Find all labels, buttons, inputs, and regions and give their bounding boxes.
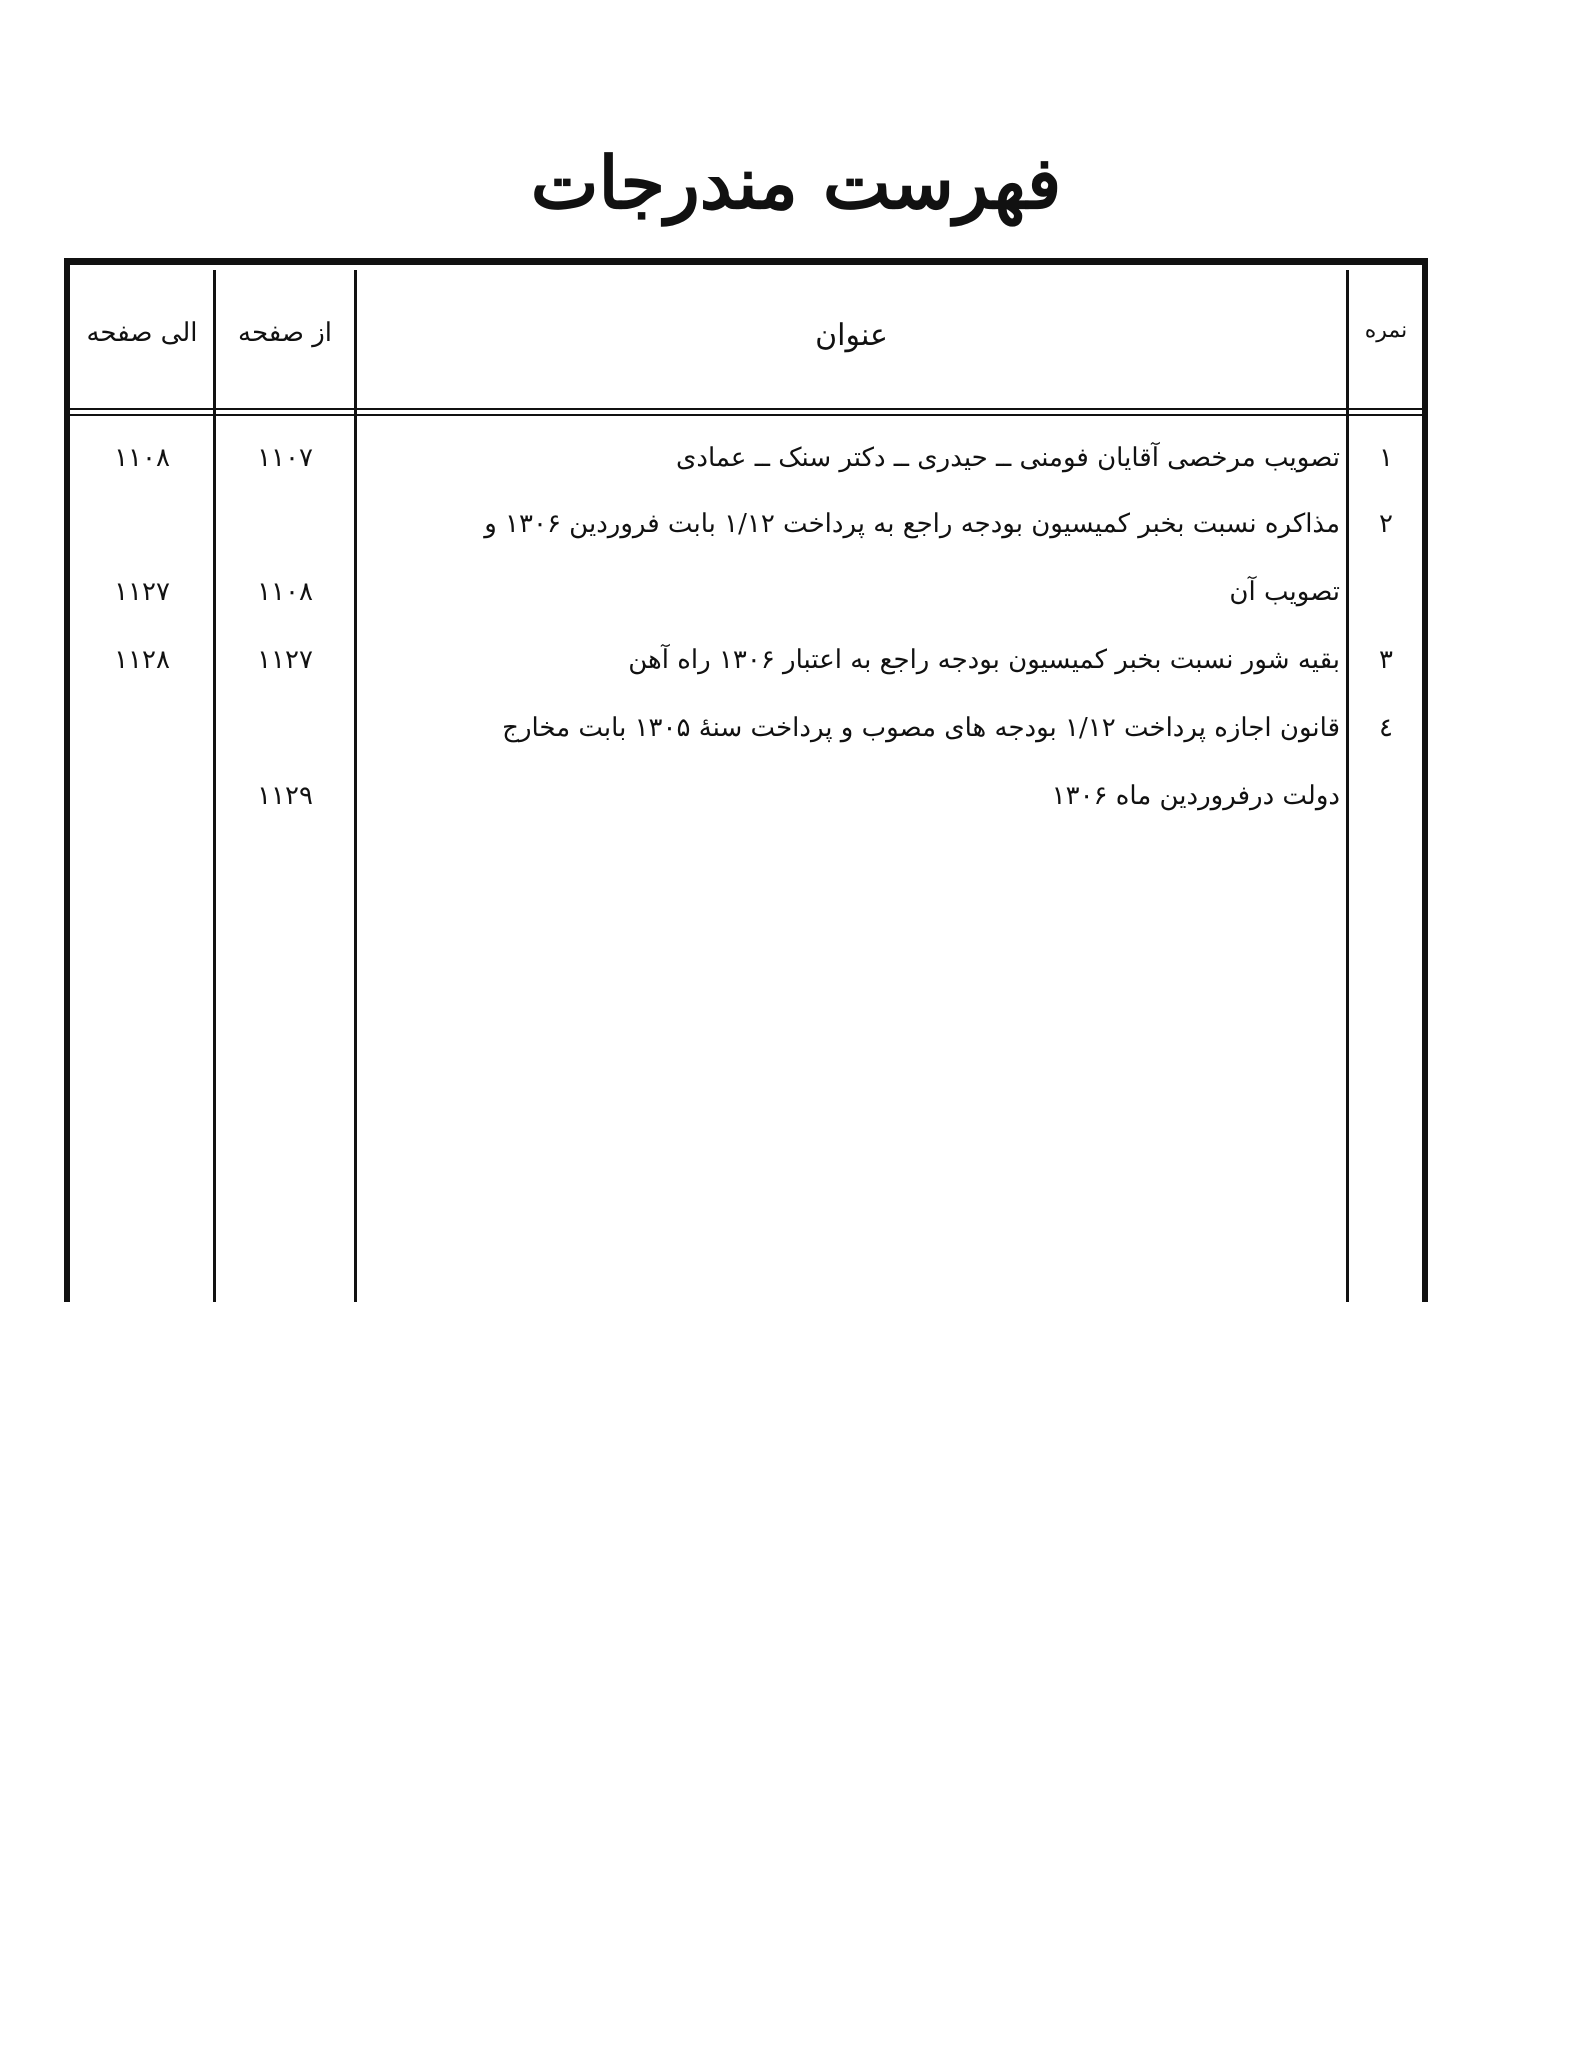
row-subject-line: قانون اجازه پرداخت ۱/۱۲ بودجه های مصوب و پرداخت سنهٔ ۱۳۰۵ بابت مخارج — [502, 713, 1340, 743]
row-number: ۳ — [1379, 645, 1393, 675]
column-divider-subject — [1346, 270, 1349, 1302]
row-to-page: ۱۱۲۷ — [114, 577, 170, 607]
table-right-border — [1422, 258, 1428, 1302]
page-title: فهرست مندرجات — [530, 140, 1062, 225]
row-from-page: ۱۱۰۸ — [257, 577, 313, 607]
row-from-page: ۱۱۰۷ — [257, 443, 313, 473]
row-number: ۲ — [1379, 509, 1393, 539]
header-divider-double — [64, 414, 1428, 416]
table-of-contents — [64, 258, 1428, 1302]
row-subject-line: مذاکره نسبت بخبر کمیسیون بودجه راجع به پرداخت ۱/۱۲ بابت فروردین ۱۳۰۶ و — [484, 509, 1340, 539]
row-to-page: ۱۱۰۸ — [114, 443, 170, 473]
header-subject: عنوان — [815, 318, 888, 353]
row-number: ٤ — [1379, 713, 1393, 743]
column-divider-from-page — [354, 270, 357, 1302]
column-divider-to-page — [213, 270, 216, 1302]
row-number: ۱ — [1379, 443, 1393, 473]
row-to-page: ۱۱۲۸ — [114, 645, 170, 675]
header-number: نمره — [1364, 318, 1408, 343]
header-to-page: الی صفحه — [86, 318, 198, 348]
row-from-page: ۱۱۲۷ — [257, 645, 313, 675]
row-subject-line: دولت درفروردین ماه ۱۳۰۶ — [1051, 781, 1340, 811]
table-top-border — [64, 258, 1428, 265]
table-left-border — [64, 258, 70, 1302]
row-subject-line: بقیه شور نسبت بخبر کمیسیون بودجه راجع به اعتبار ۱۳۰۶ راه آهن — [628, 645, 1340, 675]
header-from-page: از صفحه — [238, 318, 332, 348]
row-subject-line: تصویب آن — [1229, 577, 1340, 607]
row-subject-line: تصویب مرخصی آقایان فومنی ــ حیدری ــ دکتر سنک ــ عمادی — [676, 443, 1340, 473]
row-from-page: ۱۱۲۹ — [257, 781, 313, 811]
header-divider — [64, 408, 1428, 410]
